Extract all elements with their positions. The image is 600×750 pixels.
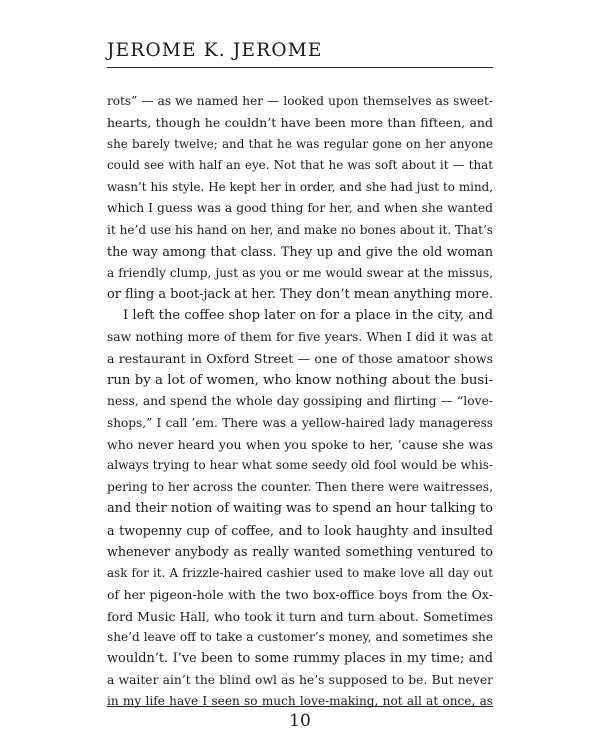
running-head: JEROME K. JEROME — [107, 40, 323, 61]
text-line: a friendly clump, just as you or me would swear at the missus, — [107, 265, 493, 280]
text-line: she’d leave off to take a customer’s money, and sometimes she — [107, 629, 493, 644]
paragraph-last-line: or fling a boot-jack at her. They don’t mean anything more. — [107, 286, 494, 302]
text-line: could see with half an eye. Not that he was soft about it — that — [107, 158, 493, 173]
text-line: saw nothing more of them for five years. When I did it was at — [107, 329, 493, 344]
text-line: hearts, though he couldn’t have been more than fifteen, and — [107, 115, 493, 131]
text-line: of her pigeon-hole with the two box-office boys from the Ox- — [107, 587, 493, 603]
text-line: whenever anybody as really wanted something ventured to — [107, 544, 493, 560]
text-line: which I guess was a good thing for her, and when she wanted — [107, 201, 493, 216]
text-line: a waiter ain’t the blind owl as he’s supposed to be. But never — [107, 672, 493, 687]
text-line: ford Music Hall, who took it turn and turn about. Sometimes — [107, 608, 493, 624]
text-line: rots” — as we named her — looked upon themselves as sweet- — [107, 94, 493, 108]
text-line: she barely twelve; and that he was regular gone on her anyone — [107, 136, 493, 151]
text-line: the way among that class. They up and give the old woman — [107, 244, 493, 260]
text-line: and their notion of waiting was to spend an hour talking to — [107, 501, 493, 517]
text-line: a restaurant in Oxford Street — one of those amatoor shows — [107, 351, 493, 367]
page-number: 10 — [289, 711, 311, 731]
text-line: ness, and spend the whole day gossiping and flirting — “love- — [107, 394, 493, 409]
text-line: who never heard you when you spoke to her, ’cause she was — [107, 437, 493, 452]
text-line: pering to her across the counter. Then there were waitresses, — [107, 479, 493, 494]
header-rule — [107, 67, 493, 68]
text-line: run by a lot of women, who know nothing about the busi- — [107, 372, 493, 388]
text-line: always trying to hear what some seedy old fool would be whis- — [107, 458, 493, 473]
body-text — [107, 91, 493, 713]
paragraph-first-line: I left the coffee shop later on for a place in the city, and — [123, 308, 493, 324]
text-line: it he’d use his hand on her, and make no bones about it. That’s — [107, 222, 493, 237]
text-line: ask for it. A frizzle-haired cashier used to make love all day out — [107, 565, 493, 580]
text-line: shops,” I call ’em. There was a yellow-haired lady manageress — [107, 415, 493, 430]
text-line: in my life have I seen so much love-making, not all at once, as — [107, 694, 493, 709]
text-line: a twopenny cup of coffee, and to look haughty and insulted — [107, 522, 493, 538]
footer-rule — [107, 706, 493, 707]
text-line: wouldn’t. I’ve been to some rummy places in my time; and — [107, 651, 493, 667]
text-line: wasn’t his style. He kept her in order, and she had just to mind, — [107, 179, 493, 194]
